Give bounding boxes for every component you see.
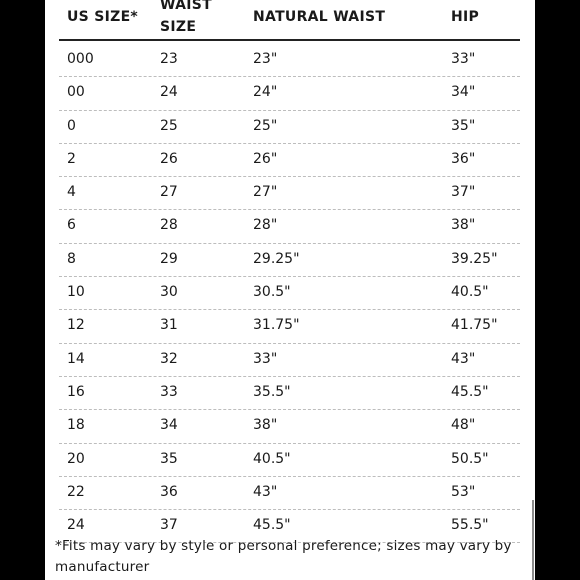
- header-waist-size-line1: WAIST: [160, 0, 212, 13]
- cell-us-size: 14: [67, 350, 85, 367]
- table-row: [59, 477, 520, 510]
- cell-waist-size: 33: [160, 383, 178, 400]
- cell-natural-waist: 29.25": [253, 250, 300, 267]
- cell-natural-waist: 30.5": [253, 284, 291, 301]
- cell-natural-waist: 24": [253, 84, 278, 101]
- cell-us-size: 12: [67, 317, 85, 334]
- header-natural-waist: NATURAL WAIST: [253, 9, 386, 25]
- table-row: [59, 177, 520, 210]
- cell-natural-waist: 45.5": [253, 517, 291, 534]
- cell-hip: 34": [451, 84, 476, 101]
- cell-natural-waist: 25": [253, 117, 278, 134]
- cell-hip: 50.5": [451, 450, 489, 467]
- cell-waist-size: 24: [160, 84, 178, 101]
- header-waist-size: [160, 0, 212, 38]
- table-header: [45, 0, 535, 40]
- cell-waist-size: 29: [160, 250, 178, 267]
- header-hip: HIP: [451, 9, 480, 25]
- cell-hip: 53": [451, 483, 476, 500]
- cell-hip: 38": [451, 217, 476, 234]
- table-row: [59, 77, 520, 110]
- cell-hip: 41.75": [451, 317, 498, 334]
- cell-waist-size: 37: [160, 517, 178, 534]
- cell-hip: 35": [451, 117, 476, 134]
- size-chart-page: [45, 0, 535, 580]
- cell-natural-waist: 28": [253, 217, 278, 234]
- cell-waist-size: 35: [160, 450, 178, 467]
- table-row: [59, 377, 520, 410]
- cell-hip: 43": [451, 350, 476, 367]
- cell-us-size: 2: [67, 150, 76, 167]
- cell-waist-size: 32: [160, 350, 178, 367]
- cell-us-size: 0: [67, 117, 76, 134]
- cell-natural-waist: 33": [253, 350, 278, 367]
- footnote: *Fits may vary by style or personal preference; sizes may vary by manufacturer: [55, 538, 512, 575]
- cell-waist-size: 31: [160, 317, 178, 334]
- table-row: [59, 44, 520, 77]
- table-row: [59, 144, 520, 177]
- cell-hip: 33": [451, 51, 476, 67]
- cell-waist-size: 26: [160, 150, 178, 167]
- cell-us-size: 00: [67, 84, 85, 101]
- table-row: [59, 244, 520, 277]
- cell-waist-size: 23: [160, 51, 178, 67]
- cell-waist-size: 25: [160, 117, 178, 134]
- cell-hip: 37": [451, 184, 476, 201]
- cell-us-size: 6: [67, 217, 76, 234]
- cell-us-size: 24: [67, 517, 85, 534]
- cell-waist-size: 30: [160, 284, 178, 301]
- table-row: [59, 310, 520, 343]
- table-row: [59, 277, 520, 310]
- table-row: [59, 111, 520, 144]
- cell-hip: 45.5": [451, 383, 489, 400]
- table-body: [45, 44, 535, 543]
- cell-us-size: 22: [67, 483, 85, 500]
- cell-natural-waist: 27": [253, 184, 278, 201]
- cell-us-size: 4: [67, 184, 76, 201]
- header-divider: [59, 39, 520, 41]
- table-row: [59, 444, 520, 477]
- cell-hip: 40.5": [451, 284, 489, 301]
- cell-natural-waist: 26": [253, 150, 278, 167]
- cell-us-size: 18: [67, 417, 85, 434]
- cell-natural-waist: 43": [253, 483, 278, 500]
- cell-hip: 36": [451, 150, 476, 167]
- cell-us-size: 20: [67, 450, 85, 467]
- scrollbar[interactable]: [532, 500, 534, 580]
- header-us-size: US SIZE*: [67, 9, 139, 25]
- header-waist-size-line2: SIZE: [160, 19, 197, 35]
- cell-natural-waist: 38": [253, 417, 278, 434]
- cell-waist-size: 28: [160, 217, 178, 234]
- cell-us-size: 8: [67, 250, 76, 267]
- cell-us-size: 16: [67, 383, 85, 400]
- cell-waist-size: 34: [160, 417, 178, 434]
- table-row: [59, 210, 520, 243]
- cell-waist-size: 27: [160, 184, 178, 201]
- cell-natural-waist: 31.75": [253, 317, 300, 334]
- cell-natural-waist: 40.5": [253, 450, 291, 467]
- cell-hip: 55.5": [451, 517, 489, 534]
- cell-natural-waist: 23": [253, 51, 278, 67]
- cell-natural-waist: 35.5": [253, 383, 291, 400]
- cell-hip: 48": [451, 417, 476, 434]
- cell-hip: 39.25": [451, 250, 498, 267]
- cell-us-size: 10: [67, 284, 85, 301]
- table-row: [59, 410, 520, 443]
- table-row: [59, 344, 520, 377]
- cell-us-size: 000: [67, 51, 94, 67]
- cell-waist-size: 36: [160, 483, 178, 500]
